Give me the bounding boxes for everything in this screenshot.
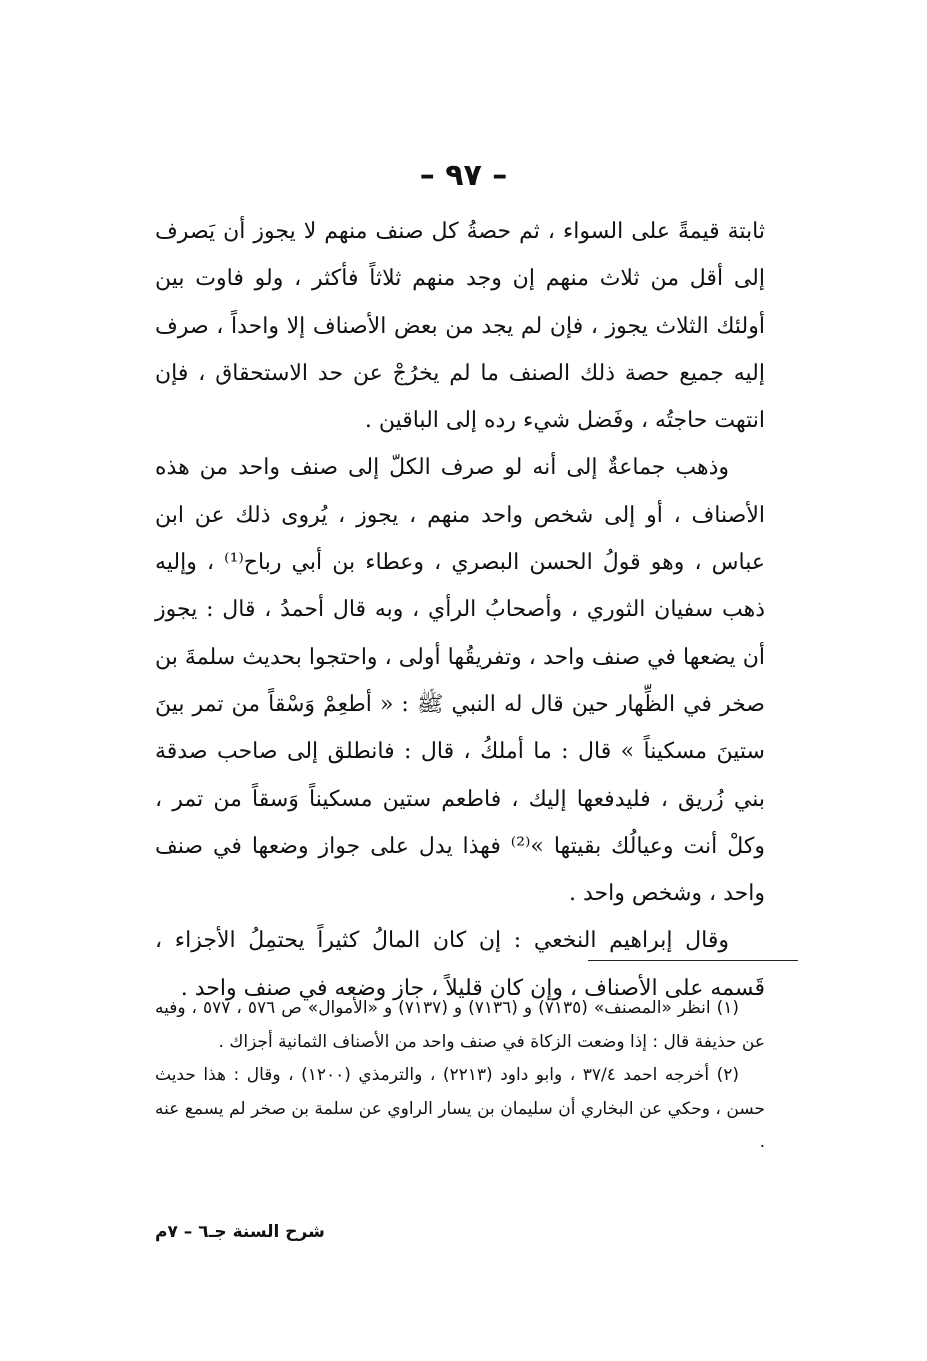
footnote-divider [588, 960, 798, 961]
paragraph: وذهب جماعةٌ إلى أنه لو صرف الكلّ إلى صنف واحد من هذه الأصناف ، أو إلى شخص واحد منهم ، يجوز ، يُروى ذلك عن ابن عباس ، وهو قولُ الحسن البصري ، وعطاء بن أبي رباح⁽¹⁾ ، وإليه ذهب سفيان الثوري ، وأصحابُ الرأي ، وبه قال أحمدُ ، قال : يجوز أن يضعها في صنف واحد ، وتفريقُها أولى ، واحتجوا بحديث سلمةَ بن صخر في الظِّهار حين قال له النبي ﷺ : « أطعِمْ وَسْقاً من تمر بينَ ستينَ مسكيناً » قال : ما أملكُ ، قال : فانطلق إلى صاحب صدقة بني زُريق ، فليدفعها إليك ، فاطعم ستين مسكيناً وَسقاً من تمر ، وكلْ أنت وعيالُك بقيتها »⁽²⁾ فهذا يدل على جواز وضعها في صنف واحد ، وشخص واحد . [155, 455, 765, 907]
page-number: – ٩٧ – [419, 158, 508, 193]
signature-mark: شرح السنة جـ٦ – ٧م [155, 1222, 325, 1242]
paragraph: وقال إبراهيم النخعي : إن كان المالُ كثيراً يحتمِلُ الأجزاء ، قَسمه على الأصناف ، وإن كان قليلاً ، جاز وضعه في صنف واحد . [155, 928, 765, 1001]
footnote-1: (١) انظر «المصنف» (٧١٣٥) و (٧١٣٦) و (٧١٣٧) و «الأموال» ص ٥٧٦ ، ٥٧٧ ، وفيه عن حذيفة قال : إذا وضعت الزكاة في صنف واحد من الأصناف الثمانية أجزاك . [155, 998, 765, 1052]
paragraph: ثابتة قيمةً على السواء ، ثم حصةُ كل صنف منهم لا يجوز أن يَصرف إلى أقل من ثلاث منهم إن وجد منهم ثلاثاً فأكثر ، ولو فاوت بين أولئك الثلاث يجوز ، فإن لم يجد من بعض الأصناف إلا واحداً ، صرف إليه جميع حصة ذلك الصنف ما لم يخرُجْ عن حد الاستحقاق ، فإن انتهت حاجتُه ، وفَضل شيء رده إلى الباقين . [155, 219, 765, 434]
footnote-2: (٢) أخرجه احمد ٣٧/٤ ، وابو داود (٢٢١٣) ، والترمذي (١٢٠٠) ، وقال : هذا حديث حسن ، وحكي عن البخاري أن سليمان بن يسار الراوي عن سلمة بن صخر لم يسمع عنه . [155, 1065, 765, 1152]
footnotes [155, 992, 765, 1160]
main-text [155, 208, 765, 1012]
